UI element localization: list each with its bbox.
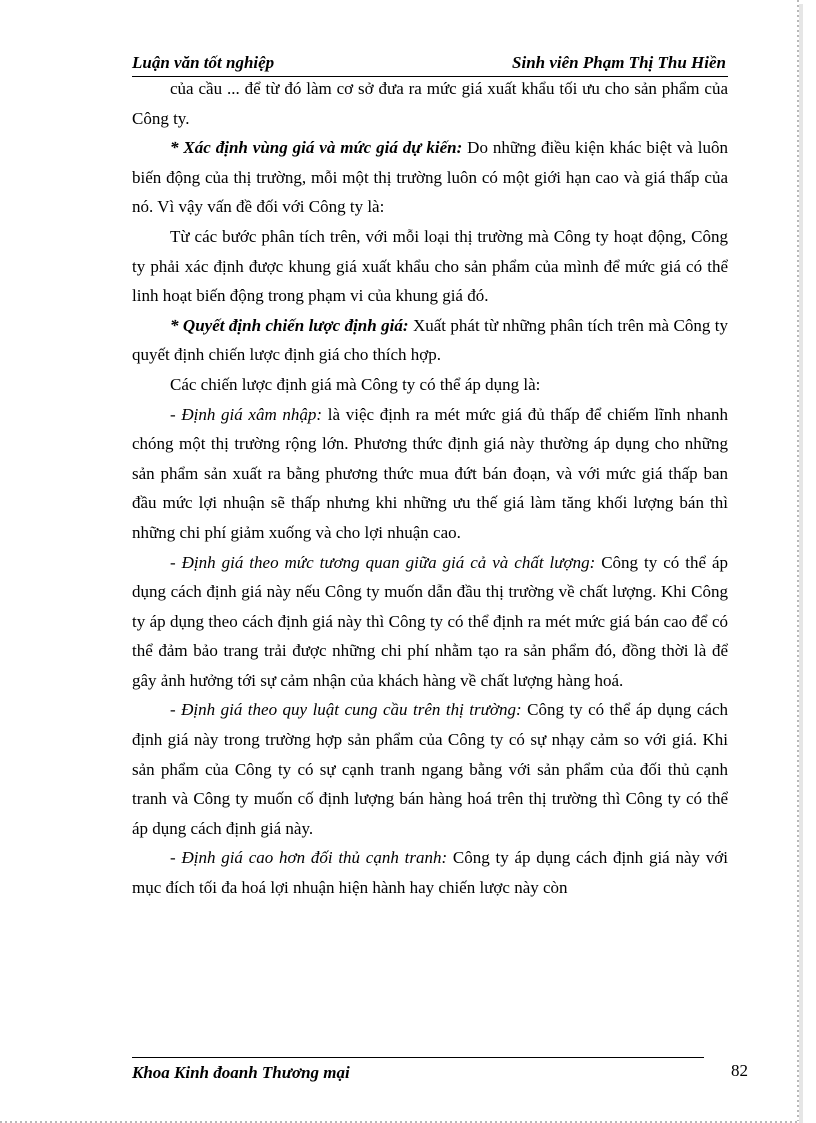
list-term: Định giá theo quy luật cung cầu trên thị trường: (181, 700, 522, 720)
paragraph-text: của cầu ... để từ đó làm cơ sở đưa ra mức giá xuất khẩu tối ưu cho sản phẩm của Công ty. (132, 79, 728, 128)
paragraph-text: Công ty có thể áp dụng cách định giá này trong trường hợp sản phẩm của Công ty có sự nhạy cảm so với giá. Khi sản phẩm của Công ty có sự cạnh tranh ngang bằng với sản phẩm của đối thủ cạnh tranh và Công ty muốn cố định lượng bán hàng hoá trên thị trường thì Công ty có thể áp dụng cách định giá này. (132, 700, 728, 838)
list-item-2 (132, 548, 728, 696)
paragraph-text: Công ty áp dụng cách định giá này với mục đích tối đa hoá lợi nhuận hiện hành hay chiến lược này còn (132, 848, 728, 898)
list-item-4 (132, 843, 728, 902)
footer-faculty: Khoa Kinh đoanh Thương mại (132, 1063, 350, 1082)
page-shadow (799, 4, 803, 1123)
paragraph-5 (132, 370, 728, 400)
paragraph-1 (132, 74, 728, 133)
list-dash: - (170, 700, 182, 720)
header-thesis-title: Luận văn tốt nghiệp (132, 53, 275, 72)
list-item-1 (132, 400, 728, 548)
paragraph-text: Công ty có thể áp dụng cách định giá này nếu Công ty muốn dẫn đầu thị trường về chất lượng. Khi Công ty áp dụng theo cách định giá này thì Công ty có thể định ra mét mức giá bán cao để có thể đảm bảo trang trải được những chi phí nhằm tạo ra sản phẩm đó, đồng thời là để gây ảnh hưởng tới sự cảm nhận của khách hàng về chất lượng hàng hoá. (132, 552, 729, 690)
section-heading: * Xác định vùng giá và mức giá dự kiến: (170, 138, 463, 158)
list-term: Định giá cao hơn đối thủ cạnh tranh: (181, 848, 448, 868)
list-item-3 (132, 695, 728, 843)
paragraph-text: Các chiến lược định giá mà Công ty có thể áp dụng là: (170, 374, 541, 394)
paragraph-text: Xuất phát từ những phân tích trên mà Công ty quyết định chiến lược định giá cho thích hợp. (132, 315, 729, 365)
paragraph-text: Từ các bước phân tích trên, với mỗi loại thị trường mà Công ty hoạt động, Công ty phải xác định được khung giá xuất khẩu cho sản phẩm của mình để mức giá có thể linh hoạt biến động trong phạm vi của khung giá đó. (132, 226, 728, 306)
page-number: 82 (731, 1061, 748, 1080)
body-text (132, 74, 728, 903)
paragraph-text: là việc định ra mét mức giá đủ thấp để chiếm lĩnh nhanh chóng một thị trường rộng lớn. Phương thức định giá này thường áp dụng cho những sản phẩm sản xuất ra bằng phương thức mua đứt bán đoạn, và với mức giá thấp ban đầu mức lợi nhuận sẽ thấp nhưng khi những ưu thế giá làm tăng khối lượng bán thì những chi phí giảm xuống và cho lợi nhuận cao. (132, 404, 728, 542)
list-dash: - (170, 552, 182, 572)
list-term: Định giá theo mức tương quan giữa giá cả và chất lượng: (181, 552, 596, 572)
header-author: Sinh viên Phạm Thị Thu Hiền (512, 53, 726, 72)
footer-rule (132, 1057, 704, 1058)
paragraph-text: Do những điều kiện khác biệt và luôn biến động của thị trường, mỗi một thị trường luôn có một giới hạn cao và giá thấp của nó. Vì vậy vấn đề đối với Công ty là: (132, 138, 728, 217)
paragraph-4 (132, 311, 728, 370)
list-term: Định giá xâm nhập: (181, 404, 323, 424)
paragraph-2 (132, 133, 728, 222)
paragraph-3 (132, 222, 728, 311)
list-dash: - (170, 404, 182, 424)
list-dash: - (170, 848, 182, 868)
section-heading: * Quyết định chiến lược định giá: (170, 315, 409, 335)
